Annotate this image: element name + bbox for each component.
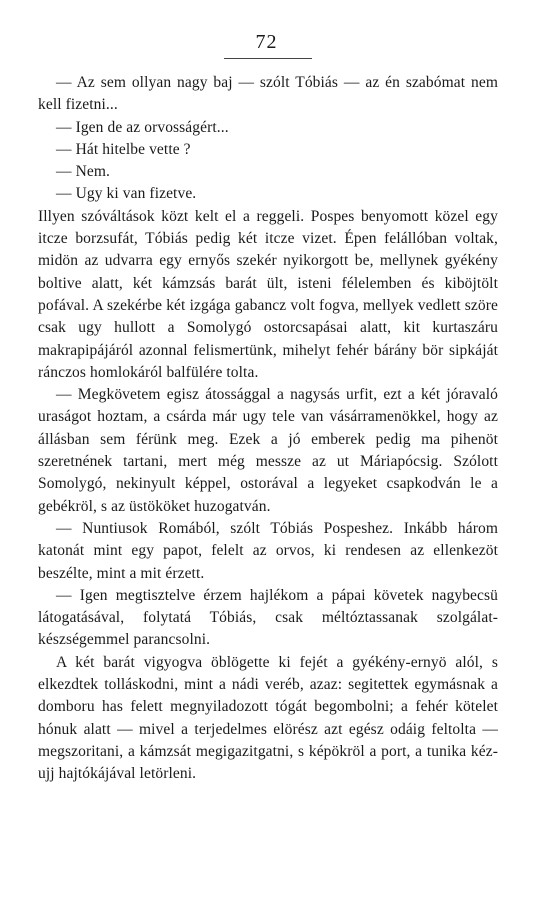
dialogue-line: — Hát hitelbe vette ? [56,140,191,158]
dialogue-line: — Az sem ollyan nagy baj — szólt Tóbiás — az én szabómat nem kell fizetni... [38,74,498,114]
paragraph: — Nuntiusok Romából, szólt Tóbiás Pospeshez. Inkább három katonát mint egy papot, felelt az orvos, ki rendesen az ellenkezöt beszélte, mint a mit érzett. [38,519,498,582]
dialogue-line: — Igen de az orvosságért... [56,118,229,136]
dialogue-line: — Ugy ki van fizetve. [56,185,197,203]
paragraph: — Megkövetem egisz átossággal a nagysás urfit, ezt a két jóravaló uraságot hoztam, a csárda már ugy tele van vásárramenökkel, hogy az állásban sem férünk meg. Ezek a jó emberek pedig ma pihenöt szeretnének tartani, mert még messze az ut Máriapócsig. Szólott Somolygó, nekinyult képpel, ostorával a legyeket csapkodván le a gebékröl, s az üstököket huzogatván. [38,386,498,515]
paragraph: A két barát vigyogva öblögette ki fejét a gyékény-ernyö alól, s elkezdtek tolláskodni, mint a nádi veréb, azaz: segitettek egymásnak a domboru has felett megnyiladozott tógát begombolni; a fehér kötelet hónuk alatt — mivel a terjedelmes elörész azt egész odáig feltolta — megszoritani, a kámzsát megigazitgatni, s képökröl a port, a tunika kéz-ujj hajtókájával letörleni. [38,653,498,783]
paragraph: — Igen megtisztelve érzem hajlékom a pápai követek nagybecsü látogatásával, folytatá Tóbiás, csak méltóztassanak szolgálat-készségemmel parancsolni. [38,586,498,649]
header-rule [224,58,312,59]
body-text [38,72,498,786]
page-number: 72 [255,31,278,53]
dialogue-line: — Nem. [56,163,110,181]
paragraph: Illyen szóváltások közt kelt el a reggeli. Pospes benyomott közel egy itcze borzsufát, Tóbiás pedig két itcze vizet. Épen felállóban voltak, midön az udvarra egy ernyős szekér nyikorgott be, mellynek gyékény boltive alatt, két kámzsás barát ült, isteni félelemben és kiböjtölt pofával. A szekérbe két izgága gabancz volt fogva, mellyek vedlett szöre csak ugy hullott a Somolygó ostorcsapásai alatt, kit kurtaszáru makrapipájáról azonnal felismertünk, mihelyt fehér bárány bör sipkáját ránczos homlokáról balfülére tolta. [38,207,498,381]
